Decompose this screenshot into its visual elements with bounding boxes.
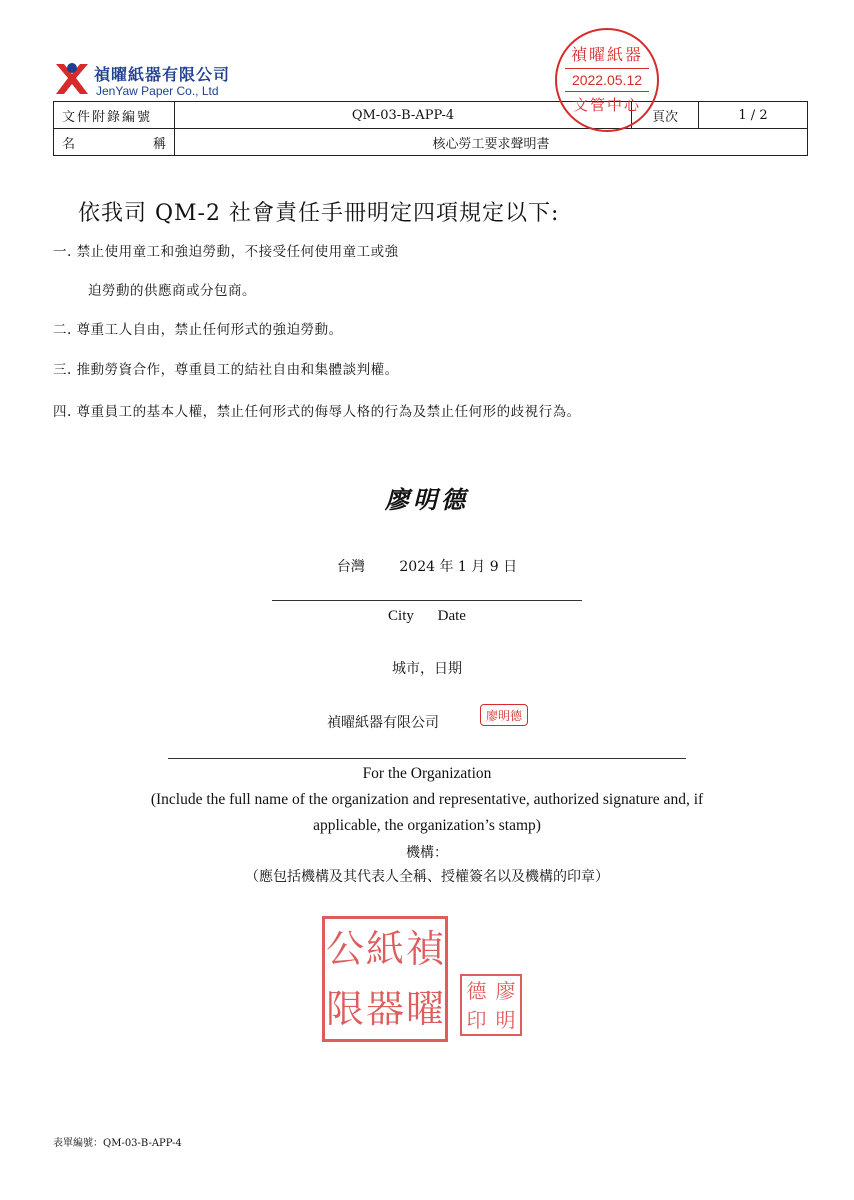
stamp-date: 2022.05.12 <box>565 68 649 92</box>
city-value: 台灣 <box>336 559 365 575</box>
name-label <box>54 129 175 156</box>
name-stamp: 廖明德 <box>480 704 528 726</box>
logo-text-en: JenYaw Paper Co., Ltd <box>96 84 219 98</box>
stamp-line-1: 禎曜紙器 <box>570 45 643 64</box>
date-value: 2024 年 1 月 9 日 <box>399 559 518 575</box>
seal-char: 明 <box>495 1007 516 1032</box>
page-value: 1 / 2 <box>699 102 808 129</box>
seal-char: 廖 <box>495 978 516 1003</box>
seal-char: 曜 <box>405 987 444 1031</box>
name-label-a: 名 <box>62 136 76 152</box>
header-row-name <box>54 129 808 156</box>
name-label-b: 稱 <box>152 136 166 152</box>
page-label: 頁次 <box>632 102 699 129</box>
rule-item-3: 三. 推動勞資合作，尊重員工的結社自由和集體談判權。 <box>53 362 399 378</box>
date-line <box>0 556 854 576</box>
header-table <box>53 101 808 156</box>
page-heading: 依我司 QM-2 社會責任手冊明定四項規定以下: <box>78 201 560 226</box>
company-seal <box>322 916 448 1042</box>
seal-char: 器 <box>365 987 404 1031</box>
doc-no-value: QM-03-B-APP-4 <box>175 102 632 129</box>
divider <box>272 600 582 601</box>
seal-char: 德 <box>466 978 487 1003</box>
logo-mark-icon <box>52 60 92 100</box>
company-name: 禎曜紙器有限公司 <box>327 715 439 731</box>
rule-item-1-cont: 迫勞動的供應商或分包商。 <box>88 283 256 299</box>
org-note-en-1: (Include the full name of the organization and representative, authorized signature and, if <box>150 791 704 808</box>
for-org-label: For the Organization <box>362 765 492 782</box>
date-label: Date <box>437 608 466 624</box>
logo-text-cn: 禎曜紙器有限公司 <box>94 65 231 84</box>
seal-char: 限 <box>325 987 364 1031</box>
representative-seal <box>460 974 522 1036</box>
org-note-en-2: applicable, the organization’s stamp) <box>313 817 541 834</box>
divider <box>168 758 686 759</box>
seal-char: 禎 <box>405 927 444 971</box>
company-logo <box>52 60 252 100</box>
signature: 廖明德 <box>385 485 469 514</box>
doc-no-label: 文件附錄編號 <box>54 102 175 129</box>
rule-item-2: 二. 尊重工人自由，禁止任何形式的強迫勞動。 <box>53 322 343 338</box>
rule-item-1: 一. 禁止使用童工和強迫勞動，不接受任何使用童工或強 <box>53 244 399 260</box>
org-note-cn: （應包括機構及其代表人全稱、授權簽名以及機構的印章） <box>245 869 609 885</box>
stamp-line-3: 文管中心 <box>572 96 641 114</box>
org-label-cn: 機構： <box>406 845 448 861</box>
document-control-stamp <box>555 28 659 132</box>
form-number: 表單編號：QM-03-B-APP-4 <box>53 1138 182 1149</box>
name-value: 核心勞工要求聲明書 <box>175 129 808 156</box>
seal-char: 紙 <box>365 927 404 971</box>
city-date-label <box>0 608 854 625</box>
header-row-docno <box>54 102 808 129</box>
rule-item-4: 四. 尊重員工的基本人權，禁止任何形式的侮辱人格的行為及禁止任何形的歧視行為。 <box>53 404 581 420</box>
seal-char: 公 <box>325 927 364 971</box>
city-date-label-cn: 城市，日期 <box>392 661 462 677</box>
city-label: City <box>388 608 414 624</box>
seal-char: 印 <box>466 1007 487 1032</box>
